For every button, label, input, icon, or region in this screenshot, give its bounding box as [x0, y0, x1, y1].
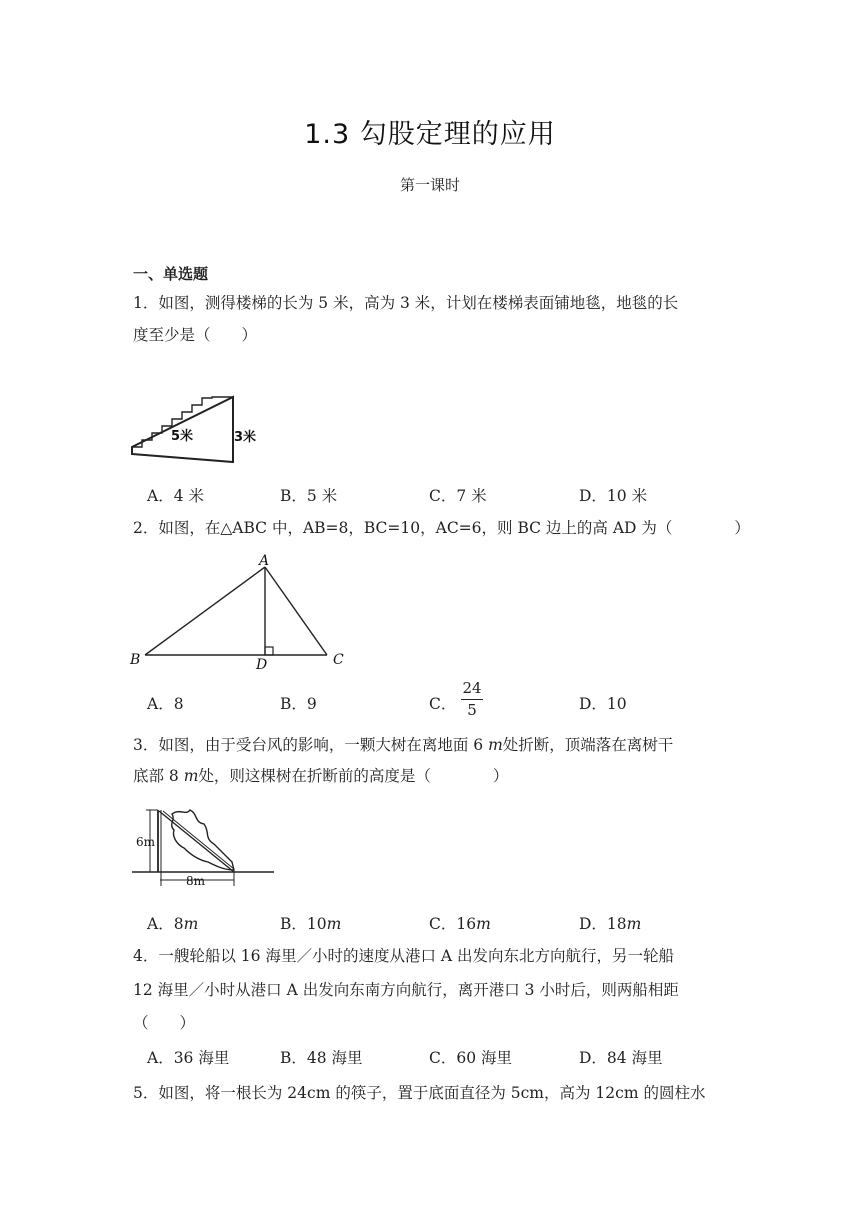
q3-label-6m: 6m: [136, 835, 156, 849]
q2-option-c-fraction: [461, 680, 483, 719]
q4-text-line3: （ ）: [133, 1014, 196, 1032]
q4-option-d[interactable]: D．84 海里: [579, 1049, 663, 1067]
q2-label-b: B: [130, 652, 141, 668]
q3-line2-unit: m: [183, 767, 199, 785]
q2-option-b[interactable]: B．9: [280, 695, 317, 713]
fraction-numerator: 24: [462, 679, 482, 697]
q1-text-line1: 1．如图，测得楼梯的长为 5 米，高为 3 米，计划在楼梯表面铺地毯，地毯的长: [133, 294, 679, 312]
q3-text-line1: [133, 730, 673, 760]
q3-option-b-unit: m: [326, 915, 342, 933]
q3-option-a-text: A．8: [147, 915, 184, 933]
section-heading: 一、单选题: [133, 265, 209, 283]
q3-option-b[interactable]: [280, 912, 341, 934]
q3-label-8m: 8m: [186, 874, 206, 888]
q3-option-d[interactable]: [579, 912, 641, 934]
q1-stairs-figure: [128, 393, 257, 465]
q3-option-b-text: B．10: [280, 915, 327, 933]
fraction-bar: [461, 699, 483, 700]
q3-option-a[interactable]: [147, 912, 198, 934]
q3-tree-figure: [128, 804, 278, 888]
q4-option-c[interactable]: C．60 海里: [429, 1049, 513, 1067]
q1-option-b[interactable]: B．5 米: [280, 487, 338, 505]
q2-option-a[interactable]: A．8: [147, 695, 184, 713]
q3-line2-part1: 底部 8: [133, 767, 184, 785]
q2-label-c: C: [333, 652, 344, 668]
page-title: 1.3 勾股定理的应用: [304, 119, 556, 150]
q1-option-a[interactable]: A．4 米: [147, 487, 204, 505]
q1-label-length: 5米: [171, 429, 194, 444]
q1-text-line2: 度至少是（ ）: [133, 326, 258, 344]
q4-option-b[interactable]: B．48 海里: [280, 1049, 363, 1067]
q3-line1-unit: m: [488, 736, 503, 754]
q5-text-line1: 5．如图，将一根长为 24cm 的筷子，置于底面直径为 5cm，高为 12cm 的圆柱水: [133, 1084, 706, 1102]
q3-option-a-unit: m: [183, 915, 199, 933]
q3-line2-part2: 处，则这棵树在折断前的高度是（ ）: [198, 767, 509, 785]
q2-option-d[interactable]: D．10: [579, 695, 627, 713]
q4-option-a[interactable]: A．36 海里: [147, 1049, 230, 1067]
q2-triangle-figure: [128, 552, 353, 673]
q3-option-c[interactable]: [429, 912, 491, 934]
q3-text-line2: [133, 761, 508, 791]
q3-option-d-unit: m: [626, 915, 642, 933]
q1-label-height: 3米: [234, 430, 257, 445]
q2-label-a: A: [259, 553, 270, 569]
q2-option-c[interactable]: C．: [429, 695, 457, 713]
q2-text-line1: 2．如图，在△ABC 中，AB=8，BC=10，AC=6，则 BC 边上的高 AD 为（ ）: [133, 519, 750, 537]
q3-option-c-unit: m: [476, 915, 491, 933]
q4-text-line2: 12 海里／小时从港口 A 出发向东南方向航行，离开港口 3 小时后，则两船相距: [133, 981, 679, 999]
q4-text-line1: 4．一艘轮船以 16 海里／小时的速度从港口 A 出发向东北方向航行，另一轮船: [133, 947, 674, 965]
q3-line1-part1: 3．如图，由于受台风的影响，一颗大树在离地面 6: [133, 736, 489, 754]
q3-line1-part2: 处折断，顶端落在离树干: [502, 736, 674, 754]
fraction-denominator: 5: [467, 701, 477, 719]
q1-option-d[interactable]: D．10 米: [579, 487, 648, 505]
q3-option-c-text: C．16: [429, 915, 477, 933]
page-subtitle: 第一课时: [399, 176, 460, 194]
q1-option-c[interactable]: C．7 米: [429, 487, 487, 505]
q3-option-d-text: D．18: [579, 915, 627, 933]
q2-label-d: D: [256, 657, 268, 673]
